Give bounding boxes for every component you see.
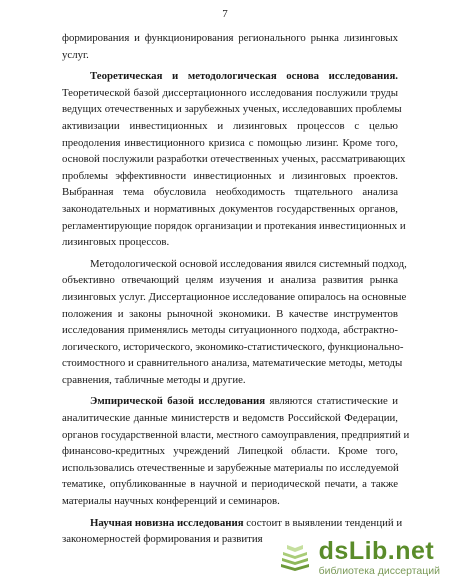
text-line bbox=[62, 68, 398, 85]
paragraph bbox=[62, 256, 407, 389]
line-text: формирования и функционирования регионального рынка лизинговых bbox=[62, 32, 398, 44]
line-text: состоит в выявлении тенденций и bbox=[243, 516, 403, 529]
text-line bbox=[62, 443, 398, 460]
line-text: логического, исторического, экономико-статистического, функционально- bbox=[62, 340, 404, 353]
book-stack-logo-icon bbox=[277, 542, 313, 572]
line-text: использовались отечественные и зарубежные материалы по исследуемой bbox=[62, 461, 399, 474]
text-line bbox=[62, 184, 398, 201]
text-line bbox=[62, 515, 403, 532]
line-text: лизинговых услуг. Диссертационное исследование опиралось на основные bbox=[62, 290, 407, 303]
line-text: проблемы эффективности инвестиционных и лизинговых проектов. bbox=[62, 169, 398, 182]
line-text: регламентирующие порядок организации и протекания инвестиционных и bbox=[62, 219, 406, 232]
line-text: исследования применялись методы ситуационного подхода, абстрактно- bbox=[62, 324, 398, 337]
bold-heading: Теоретическая и методологическая основа исследования. bbox=[90, 70, 398, 83]
text-line bbox=[62, 427, 410, 444]
line-text: Выбранная тема обусловила необходимость тщательного анализа bbox=[62, 186, 398, 199]
text-line bbox=[62, 118, 398, 135]
line-text: положения и законы рыночной экономики. В качестве инструментов bbox=[62, 307, 398, 320]
text-line bbox=[62, 306, 398, 323]
text-line bbox=[62, 289, 407, 306]
text-line bbox=[62, 234, 398, 251]
watermark-brand: dsLib.net bbox=[318, 536, 435, 565]
text-line bbox=[62, 101, 402, 118]
line-text: активизации инвестиционных и лизинговых процессов с целью bbox=[62, 119, 398, 132]
paragraph bbox=[62, 393, 410, 509]
line-text: услуг. bbox=[62, 48, 89, 61]
line-text: преодоления инвестиционного кризиса с помощью лизинг. Кроме того, bbox=[62, 136, 398, 149]
text-line bbox=[62, 256, 407, 273]
text-line bbox=[62, 322, 398, 339]
watermark-subtitle: библиотека диссертаций bbox=[318, 564, 440, 577]
text-line bbox=[62, 493, 398, 510]
text-line bbox=[62, 372, 398, 389]
paragraph bbox=[62, 68, 406, 251]
document-body bbox=[62, 30, 410, 548]
text-line bbox=[62, 393, 398, 410]
text-line bbox=[62, 272, 398, 289]
line-text: ведущих отечественных и зарубежных ученых, исследовавших проблемы bbox=[62, 103, 402, 116]
line-text: аналитические данные министерств и ведомств Российской Федерации, bbox=[62, 412, 398, 425]
text-line bbox=[62, 218, 406, 235]
line-text: Теоретической базой диссертационного исследования послужили труды bbox=[62, 86, 398, 99]
line-text: органов государственной власти, местного самоуправления, предприятий и bbox=[62, 428, 410, 441]
text-line bbox=[62, 355, 403, 372]
line-text: законодательных и нормативных документов государственных органов, bbox=[62, 202, 398, 215]
line-text: Методологической основой исследования явился системный подход, bbox=[90, 257, 407, 270]
text-line bbox=[62, 85, 398, 102]
text-line bbox=[62, 47, 398, 64]
line-text: лизинговых процессов. bbox=[62, 236, 170, 249]
line-text: являются статистические и bbox=[265, 395, 398, 408]
line-text: закономерностей формирования и развития bbox=[62, 533, 263, 546]
paragraph bbox=[62, 30, 398, 63]
line-text: основой послужили разработки отечественных ученых, рассматривающих bbox=[62, 153, 406, 166]
line-text: тематике, опубликованные в научной и периодической печати, а также bbox=[62, 478, 398, 491]
line-text: объективно отвечающий целям изучения и анализа развития рынка bbox=[62, 274, 398, 287]
text-line bbox=[62, 151, 406, 168]
line-text: стоимостного и сравнительного анализа, математические методы, методы bbox=[62, 357, 403, 370]
bold-heading: Эмпирической базой исследования bbox=[90, 395, 266, 408]
line-text: материалы научных конференций и семинаров. bbox=[62, 495, 280, 508]
text-line bbox=[62, 201, 398, 218]
text-line bbox=[62, 460, 398, 477]
line-text: финансово-кредитных учреждений Липецкой области. Кроме того, bbox=[62, 445, 398, 458]
page-number: 7 bbox=[222, 8, 228, 20]
text-line bbox=[62, 339, 404, 356]
text-line bbox=[62, 410, 398, 427]
watermark[interactable] bbox=[277, 536, 440, 577]
text-line bbox=[62, 30, 398, 47]
text-line bbox=[62, 168, 398, 185]
bold-heading: Научная новизна исследования bbox=[90, 516, 244, 529]
text-line bbox=[62, 476, 398, 493]
text-line bbox=[62, 135, 398, 152]
line-text: сравнения, табличные методы и другие. bbox=[62, 373, 246, 386]
